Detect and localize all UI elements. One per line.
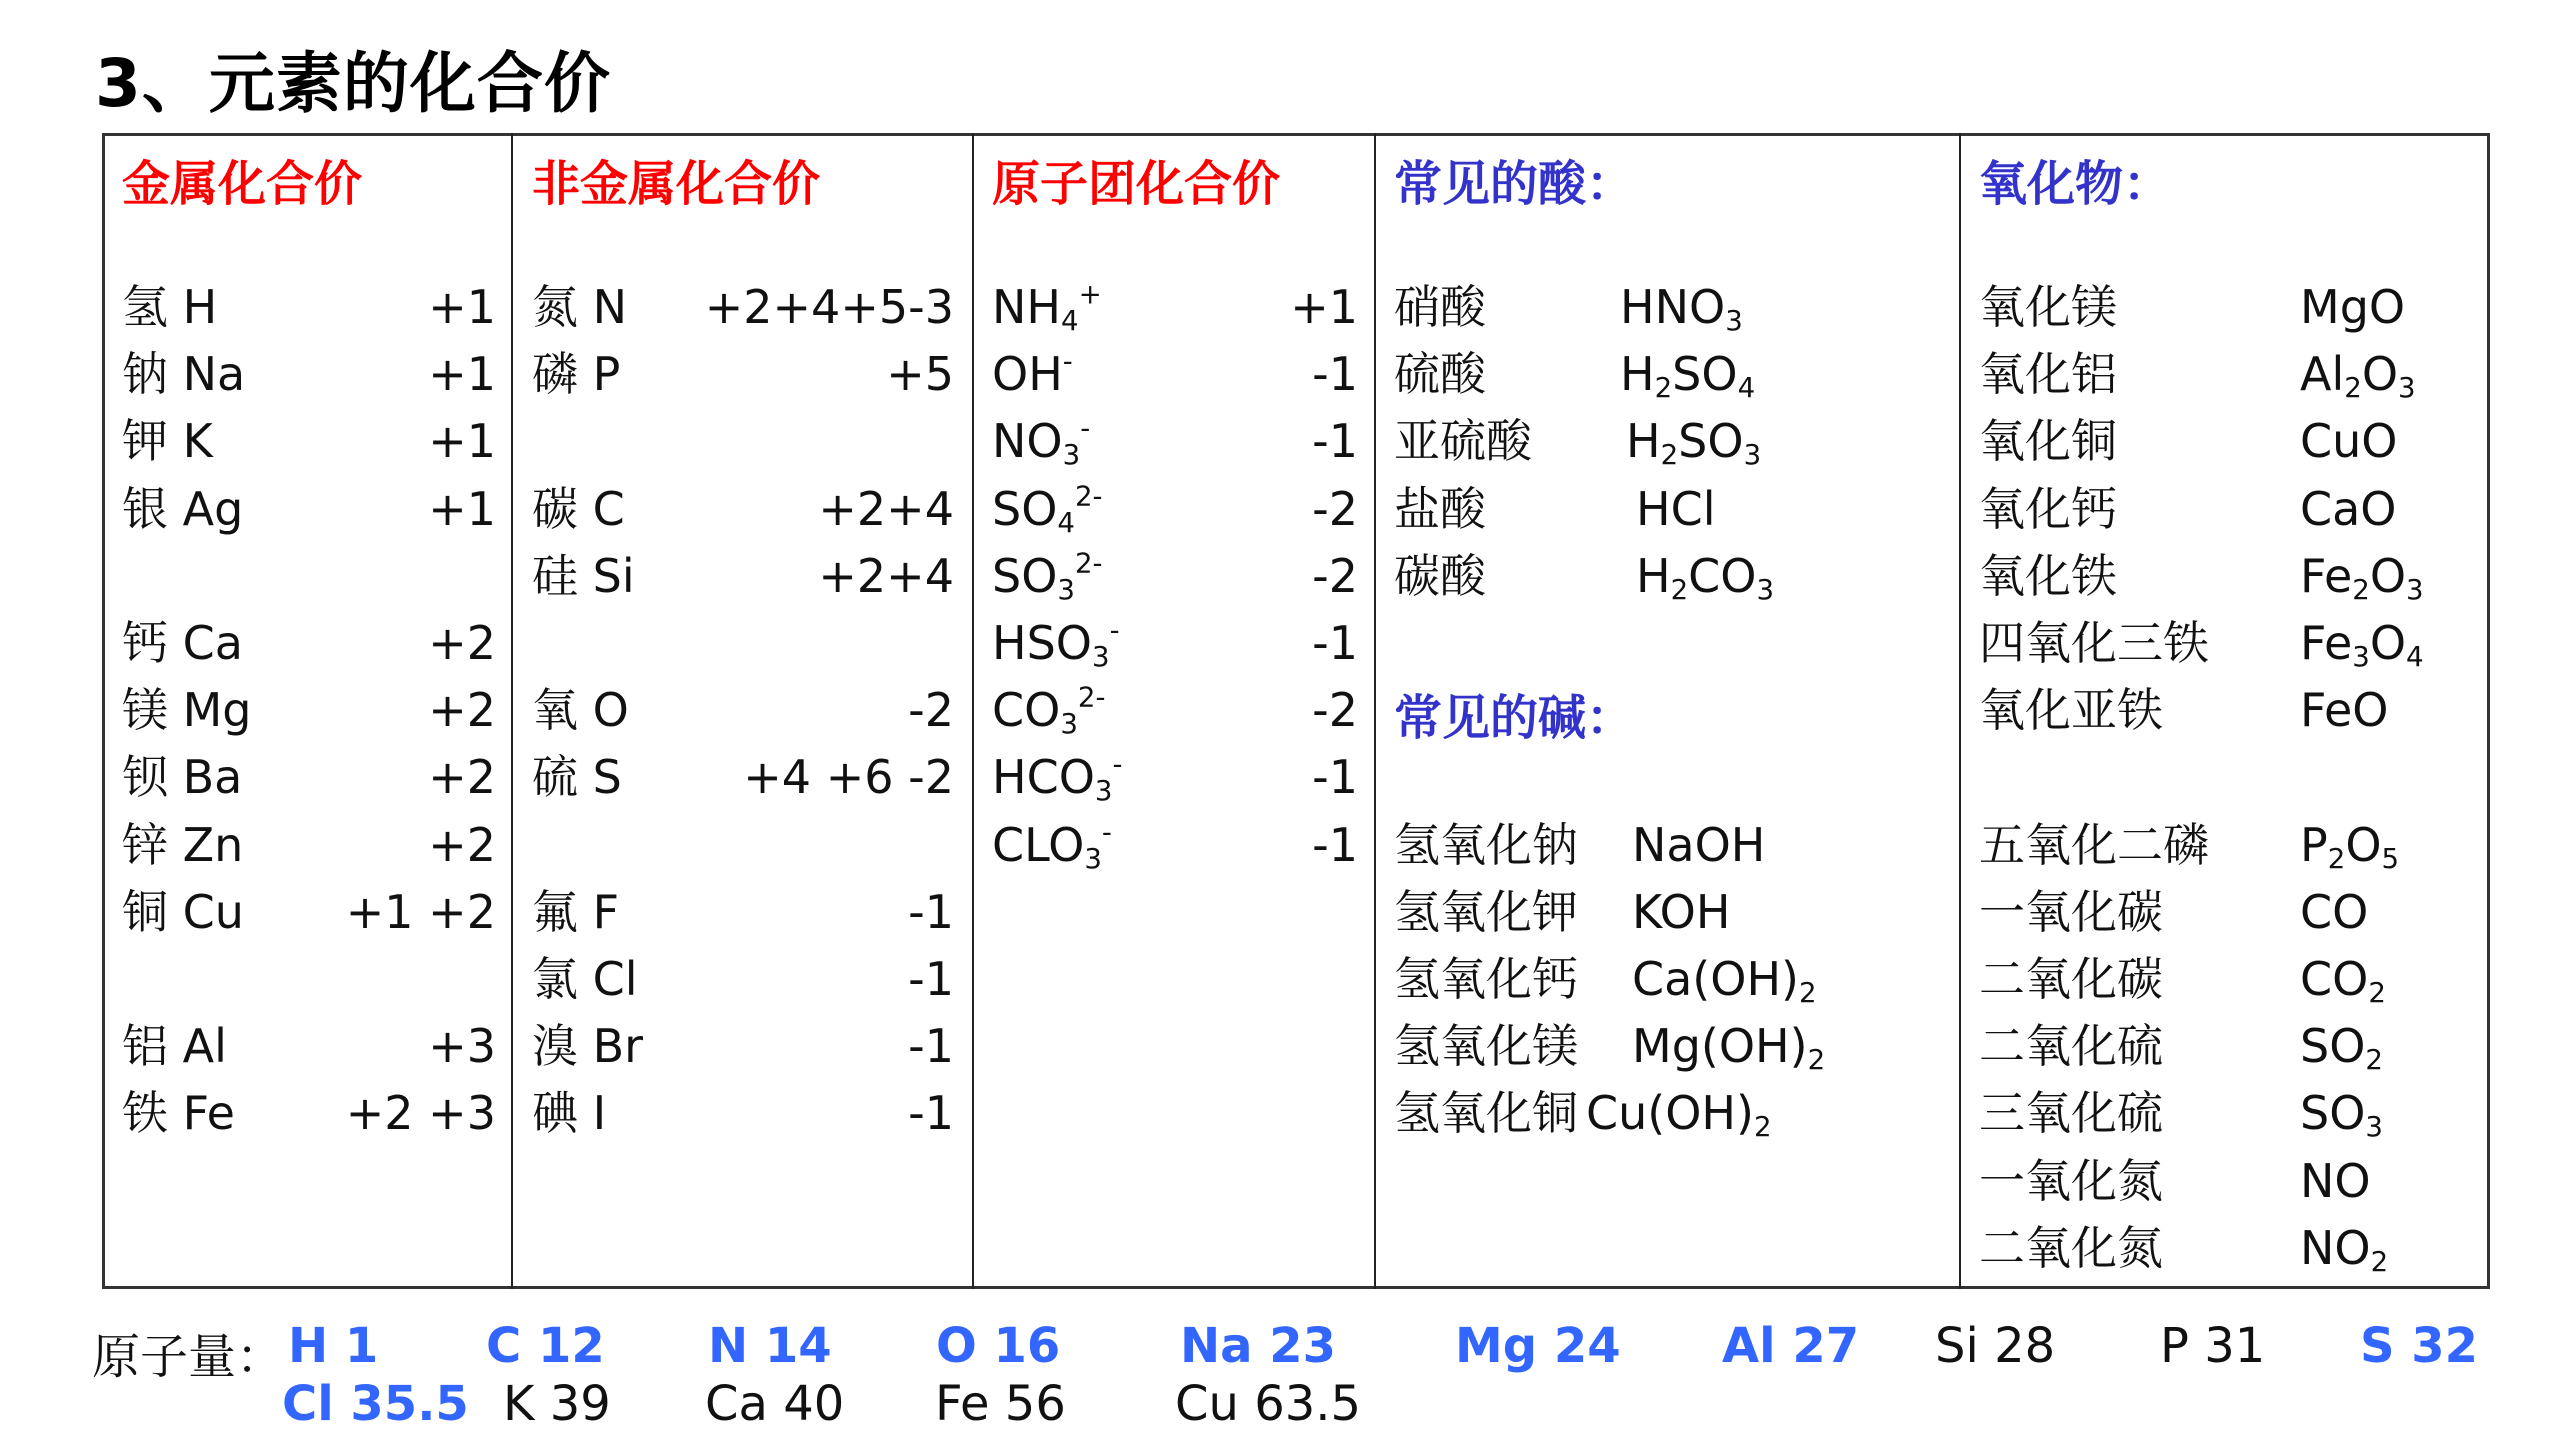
acid-formula bbox=[1620, 274, 1743, 341]
element-name: 银 Ag bbox=[122, 481, 244, 536]
supscript: - bbox=[1101, 815, 1112, 849]
element-name: 钠 Na bbox=[122, 347, 246, 402]
formula-text: H bbox=[1636, 548, 1671, 603]
element-name: 碘 I bbox=[532, 1086, 607, 1141]
oxide-name: 一氧化碳 bbox=[1979, 884, 2163, 939]
subscript: 3 bbox=[1094, 774, 1113, 808]
formula-text: O bbox=[2369, 616, 2407, 670]
oxide-formula bbox=[2300, 1013, 2383, 1080]
valence-value: -1 bbox=[908, 1086, 954, 1141]
valence-value: -2 bbox=[1312, 481, 1358, 536]
base-formula bbox=[1632, 1013, 1825, 1080]
formula-text: O bbox=[2369, 548, 2407, 603]
oxide-formula bbox=[2300, 408, 2397, 475]
formula-text: SO bbox=[2300, 1086, 2366, 1141]
radical-formula bbox=[992, 543, 1102, 610]
formula-text: HSO bbox=[992, 616, 1092, 670]
formula-text: CO bbox=[2300, 952, 2369, 1006]
valence-value: +2 bbox=[428, 817, 496, 872]
atomic-mass-item: Fe 56 bbox=[935, 1376, 1066, 1432]
formula-text: HNO bbox=[1620, 280, 1726, 334]
oxide-formula bbox=[2300, 476, 2397, 543]
atomic-mass-item: Si 28 bbox=[1935, 1318, 2056, 1374]
valence-value: +5 bbox=[886, 347, 954, 402]
oxide-formula bbox=[2300, 677, 2388, 744]
atomic-mass-item: H 1 bbox=[288, 1318, 379, 1374]
atomic-mass-item: Al 27 bbox=[1722, 1318, 1860, 1374]
element-name: 钙 Ca bbox=[122, 616, 243, 670]
formula-text: SO bbox=[1672, 347, 1738, 402]
element-name: 铝 Al bbox=[122, 1019, 227, 1074]
valence-value: -2 bbox=[1312, 548, 1358, 603]
subscript: 2 bbox=[2365, 1043, 2383, 1077]
acid-formula bbox=[1636, 543, 1774, 610]
oxide-name: 氧化钙 bbox=[1979, 481, 2117, 536]
valence-value: +2 bbox=[428, 683, 496, 738]
column-divider bbox=[1374, 133, 1376, 1289]
oxide-formula bbox=[2300, 543, 2424, 610]
subscript: 4 bbox=[1737, 371, 1756, 405]
element-name: 硅 Si bbox=[532, 548, 635, 603]
formula-text: CO bbox=[2300, 884, 2369, 939]
acid-name: 盐酸 bbox=[1394, 481, 1486, 536]
element-name: 磷 P bbox=[532, 347, 621, 402]
acid-name: 亚硫酸 bbox=[1394, 414, 1532, 469]
base-name: 氢氧化铜 bbox=[1394, 1086, 1578, 1141]
subscript: 3 bbox=[1060, 707, 1078, 741]
subscript: 3 bbox=[1062, 438, 1081, 472]
valence-value: +1 bbox=[1290, 280, 1358, 334]
oxide-name: 氧化铜 bbox=[1979, 414, 2117, 469]
formula-text: NO bbox=[2300, 1153, 2371, 1208]
valence-value: -1 bbox=[1312, 414, 1358, 469]
formula-text: P bbox=[2300, 817, 2328, 872]
oxide-name: 二氧化碳 bbox=[1979, 952, 2163, 1006]
radical-formula bbox=[992, 274, 1102, 341]
supscript: - bbox=[1112, 748, 1123, 782]
valence-value: +2+4 bbox=[818, 548, 954, 603]
valence-value: -1 bbox=[1312, 616, 1358, 670]
formula-text: HCO bbox=[992, 750, 1095, 805]
column-divider bbox=[511, 133, 513, 1289]
oxide-formula bbox=[2300, 341, 2416, 408]
valence-value: +1 bbox=[428, 347, 496, 402]
supscript: - bbox=[1109, 613, 1120, 647]
subscript: 4 bbox=[1057, 505, 1075, 539]
formula-text: FeO bbox=[2300, 683, 2389, 738]
element-name: 铜 Cu bbox=[122, 884, 244, 939]
valence-value: -1 bbox=[908, 952, 954, 1006]
element-name: 镁 Mg bbox=[122, 683, 252, 738]
acid-formula bbox=[1626, 408, 1761, 475]
element-name: 溴 Br bbox=[532, 1019, 644, 1074]
acid-name: 碳酸 bbox=[1394, 548, 1486, 603]
oxide-formula bbox=[2300, 946, 2386, 1013]
supscript: - bbox=[1080, 412, 1091, 446]
valence-value: +3 bbox=[428, 1019, 496, 1074]
base-name: 氢氧化钙 bbox=[1394, 952, 1578, 1006]
element-name: 碳 C bbox=[532, 481, 625, 536]
oxide-formula bbox=[2300, 610, 2424, 677]
formula-text: NaOH bbox=[1632, 817, 1766, 872]
acid-formula bbox=[1620, 341, 1755, 408]
radical-formula bbox=[992, 476, 1102, 543]
subscript: 2 bbox=[2370, 1244, 2389, 1278]
element-name: 氢 H bbox=[122, 280, 218, 334]
valence-value: -1 bbox=[1312, 347, 1358, 402]
element-name: 硫 S bbox=[532, 750, 622, 805]
atomic-mass-item: Cu 63.5 bbox=[1175, 1376, 1362, 1432]
subscript: 4 bbox=[2406, 639, 2424, 673]
valence-value: +1 +2 bbox=[345, 884, 496, 939]
subscript: 2 bbox=[1660, 438, 1679, 472]
formula-text: KOH bbox=[1632, 884, 1731, 939]
element-name: 氯 Cl bbox=[532, 952, 638, 1006]
subscript: 3 bbox=[2352, 639, 2370, 673]
page-title: 3、元素的化合价 bbox=[95, 45, 611, 122]
formula-text: SO bbox=[992, 481, 1058, 536]
formula-text: O bbox=[2361, 347, 2399, 402]
common-acids-header: 常见的酸： bbox=[1394, 156, 1635, 212]
formula-text: HCl bbox=[1636, 481, 1716, 536]
formula-text: Fe bbox=[2300, 548, 2353, 603]
radical-formula bbox=[992, 341, 1073, 408]
element-name: 氧 O bbox=[532, 683, 629, 738]
base-formula bbox=[1586, 1080, 1772, 1147]
subscript: 4 bbox=[1061, 303, 1079, 337]
formula-text: CO bbox=[1688, 548, 1757, 603]
formula-text: MgO bbox=[2300, 280, 2406, 334]
valence-value: +2 bbox=[428, 616, 496, 670]
valence-value: -1 bbox=[1312, 750, 1358, 805]
formula-text: NO bbox=[992, 414, 1063, 469]
valence-value: +2 +3 bbox=[345, 1086, 496, 1141]
base-name: 氢氧化钾 bbox=[1394, 884, 1578, 939]
oxide-formula bbox=[2300, 1148, 2371, 1215]
atomic-mass-item: N 14 bbox=[708, 1318, 832, 1374]
valence-value: -1 bbox=[1312, 817, 1358, 872]
oxide-formula bbox=[2300, 1215, 2388, 1282]
base-formula bbox=[1632, 812, 1765, 879]
atomic-mass-item: S 32 bbox=[2360, 1318, 2479, 1374]
base-formula bbox=[1632, 946, 1817, 1013]
oxide-name: 氧化镁 bbox=[1979, 280, 2117, 334]
base-name: 氢氧化钠 bbox=[1394, 817, 1578, 872]
oxide-name: 一氧化氮 bbox=[1979, 1153, 2163, 1208]
metal-valence-header: 金属化合价 bbox=[122, 156, 363, 212]
subscript: 2 bbox=[2368, 975, 2386, 1009]
atomic-mass-item: O 16 bbox=[936, 1318, 1061, 1374]
atomic-mass-item: C 12 bbox=[486, 1318, 605, 1374]
valence-value: -1 bbox=[908, 1019, 954, 1074]
valence-value: -2 bbox=[1312, 683, 1358, 738]
supscript: + bbox=[1078, 277, 1102, 311]
formula-text: SO bbox=[992, 548, 1058, 603]
subscript: 3 bbox=[2406, 572, 2424, 606]
formula-text: CuO bbox=[2300, 414, 2398, 469]
radical-formula bbox=[992, 677, 1105, 744]
formula-text: SO bbox=[1678, 414, 1744, 469]
radical-formula bbox=[992, 610, 1120, 677]
valence-value: +2+4+5-3 bbox=[704, 280, 954, 334]
formula-text: Fe bbox=[2300, 616, 2353, 670]
formula-text: NO bbox=[2300, 1220, 2371, 1275]
nonmetal-valence-header: 非金属化合价 bbox=[532, 156, 821, 212]
subscript: 3 bbox=[2398, 371, 2416, 405]
valence-value: +2+4 bbox=[818, 481, 954, 536]
subscript: 3 bbox=[1084, 841, 1102, 875]
supscript: - bbox=[1062, 344, 1073, 378]
valence-value: +2 bbox=[428, 750, 496, 805]
formula-text: H bbox=[1626, 414, 1661, 469]
oxide-name: 氧化亚铁 bbox=[1979, 683, 2163, 738]
formula-text: Al bbox=[2300, 347, 2345, 402]
subscript: 3 bbox=[1756, 572, 1775, 606]
formula-text: H bbox=[1620, 347, 1655, 402]
oxide-name: 二氧化氮 bbox=[1979, 1220, 2163, 1275]
formula-text: NH bbox=[992, 280, 1061, 334]
atomic-mass-item: Ca 40 bbox=[705, 1376, 845, 1432]
subscript: 2 bbox=[1807, 1043, 1826, 1077]
column-divider bbox=[972, 133, 974, 1289]
formula-text: O bbox=[2345, 817, 2382, 872]
acid-name: 硝酸 bbox=[1394, 280, 1486, 334]
element-name: 氟 F bbox=[532, 884, 620, 939]
element-name: 氮 N bbox=[532, 280, 628, 334]
formula-text: SO bbox=[2300, 1019, 2366, 1074]
formula-text: CO bbox=[992, 683, 1061, 738]
supscript: 2- bbox=[1074, 546, 1103, 580]
supscript: 2- bbox=[1077, 680, 1106, 714]
formula-text: Mg(OH) bbox=[1632, 1019, 1808, 1074]
valence-value: -2 bbox=[908, 683, 954, 738]
subscript: 3 bbox=[1743, 438, 1762, 472]
oxide-formula bbox=[2300, 1080, 2383, 1147]
subscript: 2 bbox=[1799, 975, 1817, 1009]
oxide-name: 四氧化三铁 bbox=[1979, 616, 2209, 670]
element-name: 钾 K bbox=[122, 414, 213, 469]
radical-valence-header: 原子团化合价 bbox=[992, 156, 1281, 212]
valence-value: +4 +6 -2 bbox=[743, 750, 954, 805]
radical-formula bbox=[992, 812, 1112, 879]
formula-text: CLO bbox=[992, 817, 1085, 872]
subscript: 2 bbox=[1670, 572, 1689, 606]
column-divider bbox=[1959, 133, 1961, 1289]
acid-name: 硫酸 bbox=[1394, 347, 1486, 402]
oxide-name: 氧化铝 bbox=[1979, 347, 2117, 402]
valence-value: -1 bbox=[908, 884, 954, 939]
element-name: 铁 Fe bbox=[122, 1086, 235, 1141]
atomic-mass-item: K 39 bbox=[503, 1376, 611, 1432]
subscript: 2 bbox=[2352, 572, 2370, 606]
subscript: 2 bbox=[2327, 841, 2346, 875]
supscript: 2- bbox=[1074, 479, 1103, 513]
subscript: 3 bbox=[2365, 1110, 2383, 1144]
element-name: 钡 Ba bbox=[122, 750, 243, 805]
formula-text: CaO bbox=[2300, 481, 2397, 536]
formula-text: OH bbox=[992, 347, 1063, 402]
oxide-name: 二氧化硫 bbox=[1979, 1019, 2163, 1074]
oxide-formula bbox=[2300, 879, 2368, 946]
common-bases-header: 常见的碱： bbox=[1394, 690, 1635, 747]
acid-formula bbox=[1636, 476, 1716, 543]
atomic-mass-item: P 31 bbox=[2160, 1318, 2266, 1374]
oxides-header: 氧化物： bbox=[1979, 156, 2172, 212]
oxide-name: 五氧化二磷 bbox=[1979, 817, 2209, 872]
valence-value: +1 bbox=[428, 414, 496, 469]
radical-formula bbox=[992, 744, 1122, 811]
subscript: 2 bbox=[1753, 1110, 1772, 1144]
element-name: 锌 Zn bbox=[122, 817, 244, 872]
subscript: 3 bbox=[1725, 303, 1743, 337]
valence-value: +1 bbox=[428, 280, 496, 334]
base-name: 氢氧化镁 bbox=[1394, 1019, 1578, 1074]
oxide-formula bbox=[2300, 812, 2399, 879]
oxide-name: 氧化铁 bbox=[1979, 548, 2117, 603]
formula-text: Cu(OH) bbox=[1586, 1086, 1754, 1141]
subscript: 3 bbox=[1092, 639, 1110, 673]
subscript: 2 bbox=[2344, 371, 2362, 405]
base-formula bbox=[1632, 879, 1730, 946]
valence-value: +1 bbox=[428, 481, 496, 536]
formula-text: Ca(OH) bbox=[1632, 952, 1799, 1006]
atomic-mass-item: Na 23 bbox=[1180, 1318, 1337, 1374]
atomic-mass-label: 原子量： bbox=[92, 1329, 285, 1385]
subscript: 2 bbox=[1654, 371, 1673, 405]
oxide-name: 三氧化硫 bbox=[1979, 1086, 2163, 1141]
subscript: 5 bbox=[2381, 841, 2400, 875]
oxide-formula bbox=[2300, 274, 2405, 341]
radical-formula bbox=[992, 408, 1090, 475]
atomic-mass-item: Cl 35.5 bbox=[282, 1376, 469, 1432]
atomic-mass-item: Mg 24 bbox=[1455, 1318, 1621, 1374]
subscript: 3 bbox=[1057, 572, 1075, 606]
